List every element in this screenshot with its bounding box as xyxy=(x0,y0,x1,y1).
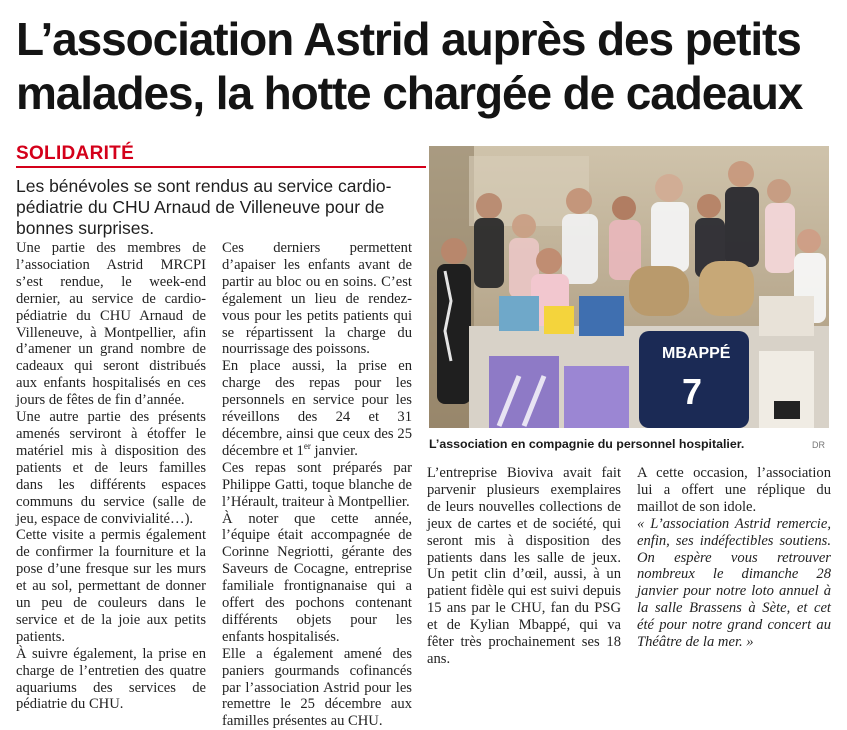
kicker-divider xyxy=(16,166,426,168)
paragraph-tail: janvier. xyxy=(310,442,358,459)
paragraph: Ces derniers permettent d’apaiser les enfants avant de partir au bloc ou en soins. C’est également un lieu de rendez-vous pour les petits patients qui se répartissent la charge du nourrissage des poissons. xyxy=(222,240,412,358)
paragraph: À suivre également, la prise en charge de l’entretien des quatre aquariums des services de pédiatrie du CHU. xyxy=(16,645,206,713)
headline xyxy=(16,12,836,120)
paragraph: L’entreprise Bioviva avait fait parvenir plusieurs exemplaires de leurs nouvelles collections de jeux de cartes et de société, qui seront mis à disposition des patients dans les salle de jeux. Un petit clin d’œil, aussi, à un patient fidèle qui est suivi depuis 15 ans par le CHU, fan du PSG et de Kylian Mbappé, qui va fêter très prochainement ses 18 ans. xyxy=(427,465,621,667)
paragraph: Elle a également amené des paniers gourmands cofinancés par l’association Astrid pour les remettre le 25 décembre aux familles présentes au CHU. xyxy=(222,645,412,730)
section-kicker xyxy=(16,143,134,165)
headline-line-2: malades, la hotte chargée de cadeaux xyxy=(16,67,803,119)
headline-line-1: L’association Astrid auprès des petits xyxy=(16,13,801,65)
ordinal-suffix: er xyxy=(303,441,311,452)
kicker-label: SOLIDARITÉ xyxy=(16,143,135,164)
standfirst: Les bénévoles se sont rendus au service cardio-pédiatrie du CHU Arnaud de Villeneuve pour de bonnes surprises. xyxy=(16,176,392,238)
paragraph: Une partie des membres de l’association Astrid MRCPI s’est rendue, le week-end dernier, au service de cardio-pédiatrie du CHU Arnaud de Villeneuve, à Montpellier, afin d’amener un grand nombre de cadeaux qui seront distribués aux enfants hospitalisés en ces jours de fêtes de fin d’année. xyxy=(16,240,206,409)
article-column-1 xyxy=(16,240,206,713)
paragraph-text: En place aussi, la prise en charge des repas pour les personnels en service pour les réveillons des 24 et 31 décembre, ainsi que ceux des 25 décembre et 1 xyxy=(222,358,412,459)
article-column-2 xyxy=(222,240,412,730)
article-column-4 xyxy=(637,465,831,690)
jersey-name-text: MBAPPÉ xyxy=(662,345,731,362)
paragraph: Ces repas sont préparés par Philippe Gatti, toque blanche de l’Hérault, traiteur à Montpellier. xyxy=(222,459,412,510)
article-photo xyxy=(429,146,829,428)
paragraph: À noter que cette année, l’équipe était accompagnée de Corinne Negriotti, gérante des Saveurs de Cocagne, entreprise familiale frontignanaise qui a offert des pochons contenant différents objets pour les enfants hospitalisés. xyxy=(222,510,412,645)
photo-caption: L’association en compagnie du personnel hospitalier. xyxy=(429,437,745,451)
closing-quote: « L’association Astrid remercie, enfin, ses indéfectibles soutiens. On espère vous retrouver nombreux le dimanche 28 janvier pour notre loto annuel à la salle Brassens à Sète, et cet été pour notre grand concert au Théâtre de la mer. » xyxy=(637,515,831,651)
paragraph xyxy=(222,358,412,459)
paragraph: Cette visite a permis également de confirmer la fourniture et la pose d’une fresque sur les murs et au sol, permettant de donner un peu de couleurs dans le service et de la joie aux petits patients. xyxy=(16,527,206,645)
photo-credit: DR xyxy=(812,440,825,450)
article-column-3 xyxy=(427,465,621,690)
paragraph: A cette occasion, l’association lui a offert une réplique du maillot de son idole. xyxy=(637,465,831,515)
paragraph: Une autre partie des présents amenés serviront à étoffer le matériel mis à disposition des patients et de leurs familles dans les différents espaces communs du service (salle de jeu, espace de convivialité…). xyxy=(16,409,206,527)
jersey-number-text: 7 xyxy=(682,371,703,412)
photo-illustration xyxy=(429,146,829,428)
